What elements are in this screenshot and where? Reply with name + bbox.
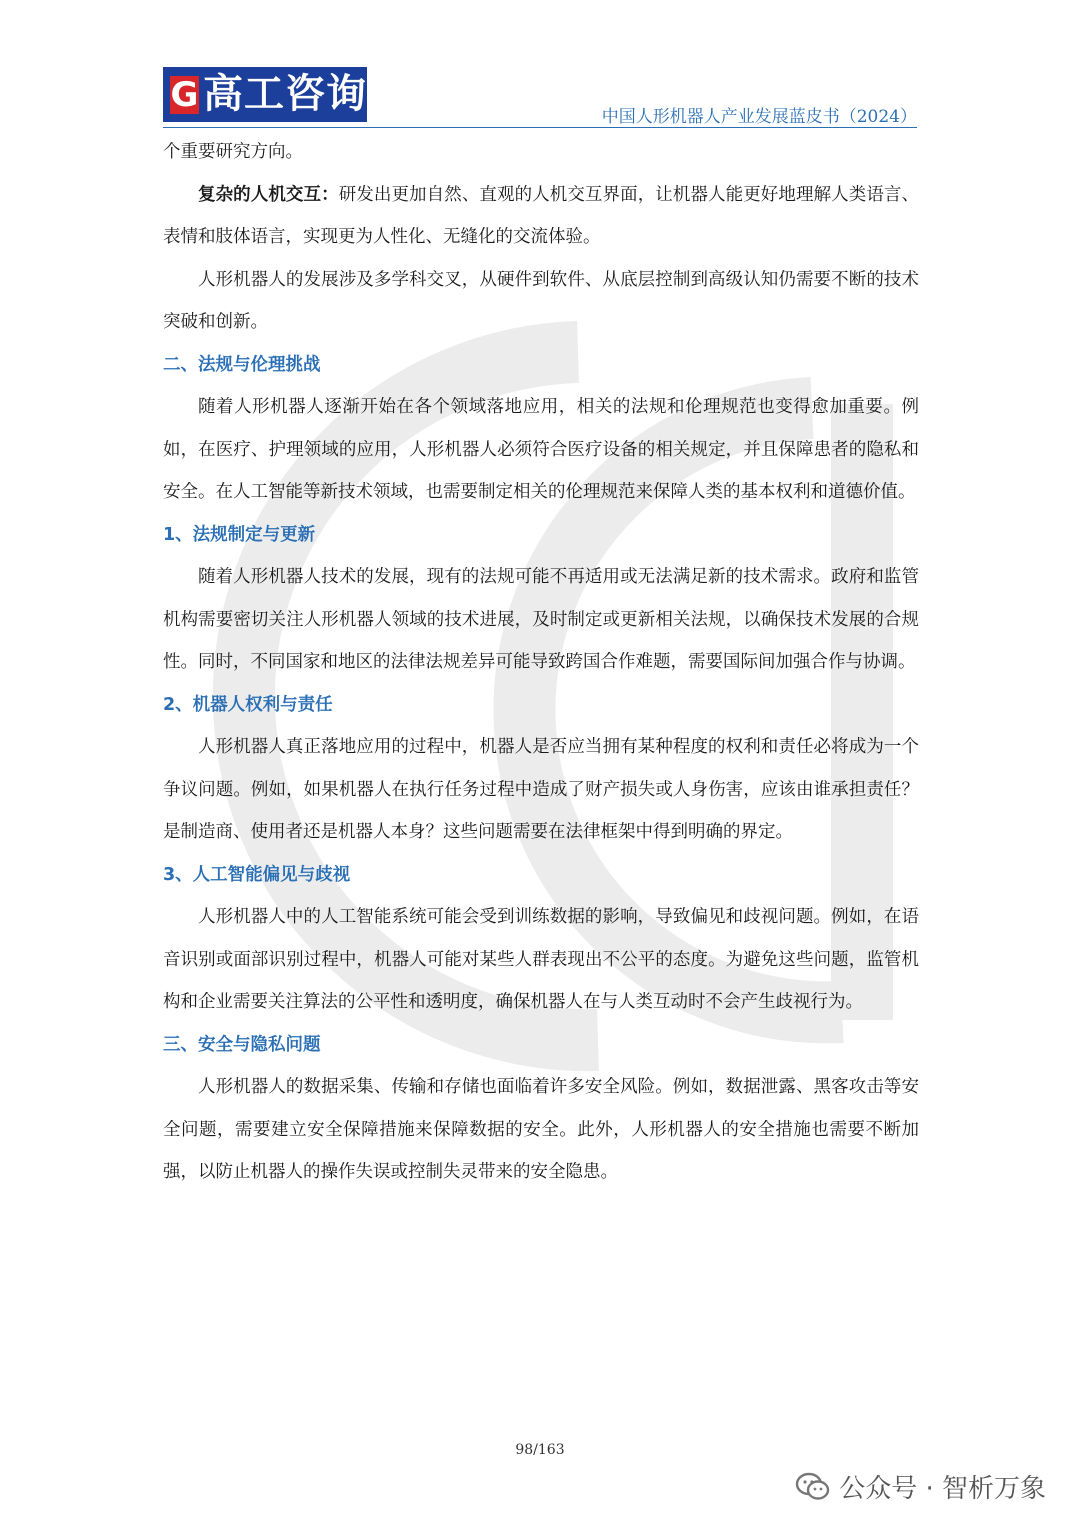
paragraph-subsection-3: 人形机器人中的人工智能系统可能会受到训练数据的影响，导致偏见和歧视问题。例如，在语音识别或面部识别过程中，机器人可能对某些人群表现出不公平的态度。为避免这些问题，监管机构和企业需要关注算法的公平性和透明度，确保机器人在与人类互动时不会产生歧视行为。: [163, 907, 919, 1012]
page-content: [163, 131, 919, 1194]
section-heading-security: 三、安全与隐私问题: [163, 1034, 321, 1055]
paragraph-text: 研发出更加自然、直观的人机交互界面，让机器人能更好地理解人类语言、表情和肢体语言，实现更为人性化、无缝化的交流体验。: [163, 184, 920, 247]
wechat-icon: [795, 1471, 831, 1503]
paragraph-interaction: [163, 174, 919, 259]
subsection-heading-1: 1、法规制定与更新: [163, 524, 316, 545]
paragraph-legal: 随着人形机器人逐渐开始在各个领域落地应用，相关的法规和伦理规范也变得愈加重要。例如，在医疗、护理领域的应用，人形机器人必须符合医疗设备的相关规定，并且保障患者的隐私和安全。在人工智能等新技术领域，也需要制定相关的伦理规范来保障人类的基本权利和道德价值。: [163, 397, 919, 502]
paragraph-subsection-1: 随着人形机器人技术的发展，现有的法规可能不再适用或无法满足新的技术需求。政府和监管机构需要密切关注人形机器人领域的技术进展，及时制定或更新相关法规，以确保技术发展的合规性。同时，不同国家和地区的法律法规差异可能导致跨国合作难题，需要国际间加强合作与协调。: [163, 567, 919, 672]
paragraph-subsection-2: 人形机器人真正落地应用的过程中，机器人是否应当拥有某种程度的权利和责任必将成为一个争议问题。例如，如果机器人在执行任务过程中造成了财产损失或人身伤害，应该由谁承担责任？是制造商、使用者还是机器人本身？这些问题需要在法律框架中得到明确的界定。: [163, 737, 919, 842]
logo-text: 高工咨询: [203, 71, 367, 117]
page-number: 98/163: [515, 1442, 565, 1458]
wechat-account-name: 公众号 · 智析万象: [839, 1474, 1046, 1504]
logo-mark: G: [170, 74, 199, 115]
paragraph-security: 人形机器人的数据采集、传输和存储也面临着许多安全风险。例如，数据泄露、黑客攻击等安全问题，需要建立安全保障措施来保障数据的安全。此外，人形机器人的安全措施也需要不断加强，以防止机器人的操作失误或控制失灵带来的安全隐患。: [163, 1077, 919, 1182]
header-divider: [163, 127, 917, 128]
section-heading-legal: 二、法规与伦理挑战: [163, 354, 321, 375]
subsection-heading-2: 2、机器人权利与责任: [163, 694, 333, 715]
paragraph-continuation: 个重要研究方向。: [163, 142, 303, 162]
paragraph-lead-term: 复杂的人机交互：: [198, 184, 339, 205]
document-title: 中国人形机器人产业发展蓝皮书（2024）: [601, 107, 917, 127]
paragraph-summary: 人形机器人的发展涉及多学科交叉，从硬件到软件、从底层控制到高级认知仍需要不断的技术突破和创新。: [163, 269, 919, 332]
subsection-heading-3: 3、人工智能偏见与歧视: [163, 864, 351, 885]
wechat-account-badge: [795, 1468, 1046, 1505]
company-logo: [163, 67, 367, 122]
